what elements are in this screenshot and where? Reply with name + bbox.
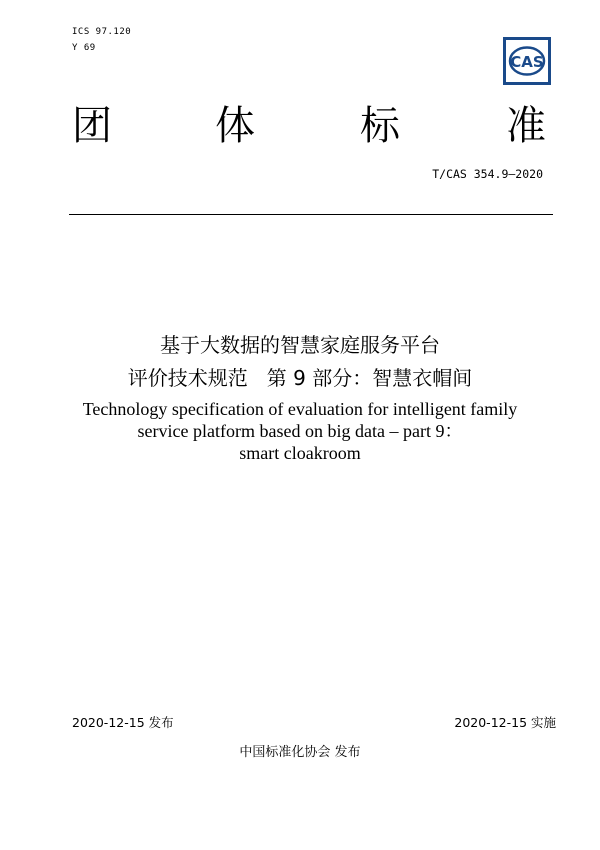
ccs-code: Y 69 (72, 43, 96, 53)
doc-type-char-3: 标 (360, 103, 400, 149)
en-title-line-3: smart cloakroom (239, 443, 361, 463)
implement-date: 2020-12-15 实施 (454, 715, 556, 730)
cas-logo-text: CAS (510, 53, 544, 71)
en-title-line-1: Technology specification of evaluation for intelligent family (82, 399, 518, 419)
issue-date: 2020-12-15 发布 (72, 715, 174, 730)
cn-title-line-1: 基于大数据的智慧家庭服务平台 (160, 333, 440, 357)
doc-type-char-1: 团 (72, 103, 112, 149)
doc-type-char-4: 准 (506, 103, 546, 149)
en-title-line-2: service platform based on big data – part 9： (137, 421, 463, 441)
ics-code: ICS 97.120 (72, 27, 132, 37)
standard-number: T/CAS 354.9—2020 (432, 167, 543, 181)
publisher: 中国标准化协会 发布 (239, 745, 361, 760)
cas-logo (503, 37, 551, 85)
header-divider (69, 214, 553, 215)
cn-title-line-2: 评价技术规范 第 9 部分：智慧衣帽间 (127, 366, 473, 390)
doc-type-char-2: 体 (215, 103, 255, 149)
cas-logo-icon (503, 37, 551, 85)
